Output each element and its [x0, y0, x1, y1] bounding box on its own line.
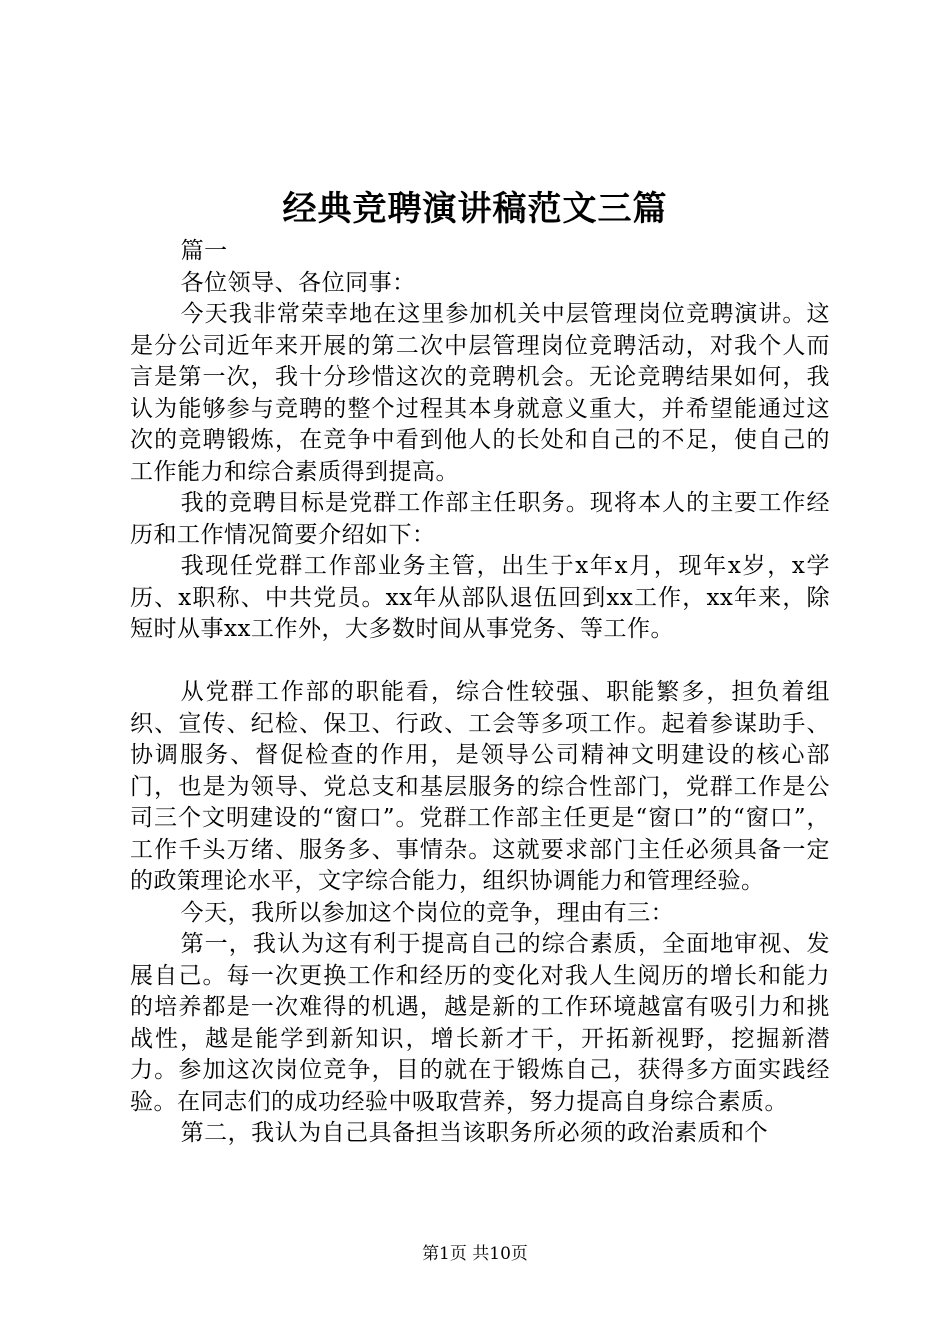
paragraph: 从党群工作部的职能看，综合性较强、职能繁多，担负着组织、宣传、纪检、保卫、行政、工会等多项工作。起着参谋助手、协调服务、督促检查的作用，是领导公司精神文明建设的核心部门，也是为领导、党总支和基层服务的综合性部门，党群工作是公司三个文明建设的“窗口”。党群工作部主任更是“窗口”的“窗口”，工作千头万绪、服务多、事情杂。这就要求部门主任必须具备一定的政策理论水平，文字综合能力，组织协调能力和管理经验。 — [130, 679, 830, 894]
paragraph: 我现任党群工作部业务主管，出生于x年x月，现年x岁，x学历、x职称、中共党员。xx年从部队退伍回到xx工作，xx年来，除短时从事xx工作外，大多数时间从事党务、等工作。 — [130, 553, 830, 642]
page-number-footer: 第1页 共10页 — [422, 1244, 528, 1264]
paragraph: 第二，我认为自己具备担当该职务所必须的政治素质和个 — [180, 1120, 769, 1146]
blank-line — [130, 646, 830, 678]
paragraph: 今天我非常荣幸地在这里参加机关中层管理岗位竞聘演讲。这是分公司近年来开展的第二次中层管理岗位竞聘活动，对我个人而言是第一次，我十分珍惜这次的竞聘机会。无论竞聘结果如何，我认为能够参与竞聘的整个过程其本身就意义重大，并希望能通过这次的竞聘锻炼，在竞争中看到他人的长处和自己的不足，使自己的工作能力和综合素质得到提高。 — [130, 301, 830, 485]
document-title: 经典竞聘演讲稿范文三篇 — [282, 189, 668, 229]
document-body — [130, 236, 830, 1150]
salutation: 各位领导、各位同事： — [180, 269, 416, 296]
section-heading: 篇一 — [180, 238, 228, 264]
paragraph: 今天，我所以参加这个岗位的竞争，理由有三： — [180, 899, 675, 926]
paragraph: 第一，我认为这有利于提高自己的综合素质，全面地审视、发展自己。每一次更换工作和经历的变化对我人生阅历的增长和能力的培养都是一次难得的机遇，越是新的工作环境越富有吸引力和挑战性，越是能学到新知识，增长新才干，开拓新视野，挖掘新潜力。参加这次岗位竞争，目的就在于锻炼自己，获得多方面实践经验。在同志们的成功经验中吸取营养，努力提高自身综合素质。 — [130, 931, 830, 1115]
paragraph: 我的竞聘目标是党群工作部主任职务。现将本人的主要工作经历和工作情况简要介绍如下： — [130, 490, 830, 548]
